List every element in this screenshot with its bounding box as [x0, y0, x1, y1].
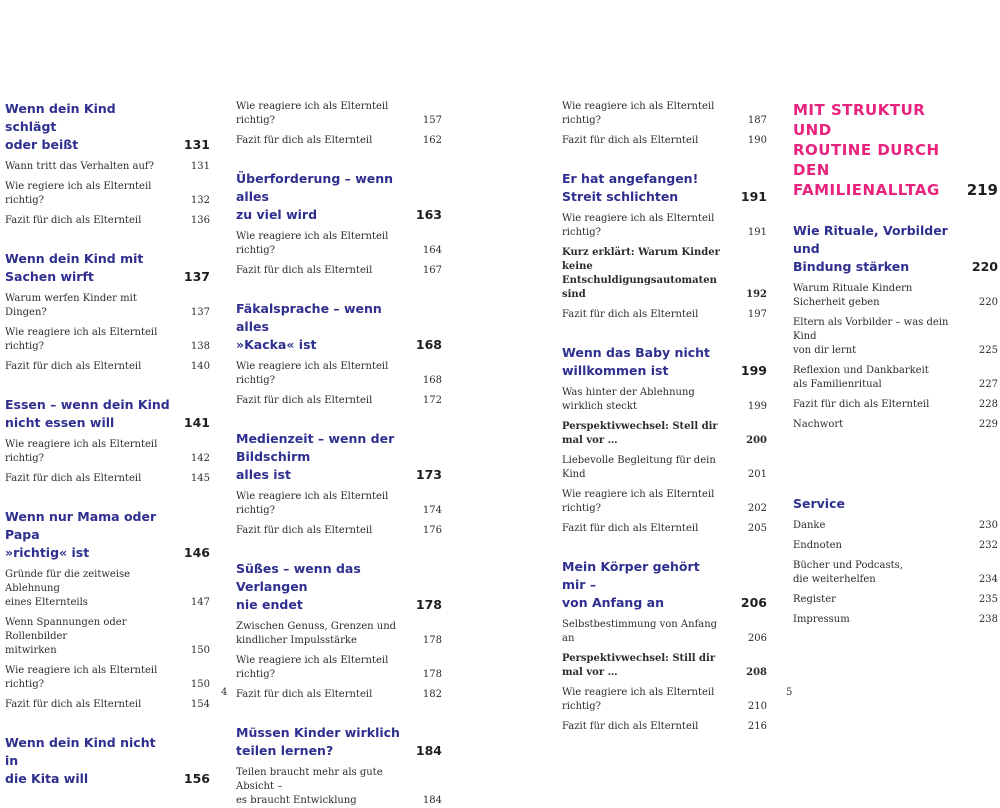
toc-entry[interactable]: [793, 316, 998, 358]
service-entries: [793, 519, 998, 627]
section-heading[interactable]: [562, 344, 767, 380]
toc-entry-page: 178: [422, 669, 442, 680]
toc-entry-title: Wie reagiere ich als Elternteil richtig?: [562, 489, 715, 514]
section-title: Süßes – wenn das Verlangen nie endet: [236, 561, 361, 612]
toc-entry-title: Kurz erklärt: Warum Kinder keine Entschuldigungsautomaten sind: [562, 247, 720, 300]
section-page-number: 206: [740, 595, 767, 610]
toc-entry[interactable]: [562, 420, 767, 448]
toc-entry[interactable]: [793, 613, 998, 627]
part-page-number: 219: [966, 181, 998, 199]
section-heading[interactable]: [793, 222, 998, 276]
toc-entry-page: 206: [747, 633, 767, 644]
section-heading[interactable]: [236, 724, 442, 760]
toc-entry-page: 225: [978, 345, 998, 356]
toc-entry[interactable]: [793, 398, 998, 412]
toc-entry-page: 208: [746, 667, 767, 678]
toc-entry-title: Warum werfen Kinder mit Dingen?: [5, 293, 137, 318]
toc-entry-page: 192: [746, 289, 767, 300]
section-heading[interactable]: [5, 250, 210, 286]
toc-entry-title: Endnoten: [793, 540, 842, 551]
toc-section: [236, 300, 442, 408]
section-page-number: 184: [415, 743, 442, 758]
toc-entry-title: Teilen braucht mehr als gute Absicht – es braucht Entwicklung: [236, 767, 383, 806]
toc-entry[interactable]: [236, 100, 442, 128]
toc-entry-page: 140: [190, 361, 210, 372]
toc-entry-title: Wie reagiere ich als Elternteil richtig?: [236, 491, 389, 516]
section-heading[interactable]: [236, 430, 442, 484]
toc-column-1: [5, 100, 210, 788]
section-page-number: 163: [415, 207, 442, 222]
toc-entry[interactable]: [793, 418, 998, 432]
toc-entry-page: 167: [422, 265, 442, 276]
toc-entry[interactable]: [236, 654, 442, 682]
page-number-left: 4: [221, 687, 228, 698]
toc-entry[interactable]: [5, 326, 210, 354]
toc-entry-page: 176: [422, 525, 442, 536]
service-heading[interactable]: [793, 495, 998, 513]
service-section: [793, 495, 998, 627]
toc-entry[interactable]: [236, 620, 442, 648]
toc-entry-page: 191: [747, 227, 767, 238]
toc-entry-title: Wie reagiere ich als Elternteil richtig?: [236, 655, 389, 680]
toc-entry[interactable]: [5, 292, 210, 320]
section-heading[interactable]: [5, 396, 210, 432]
toc-entry-page: 216: [747, 721, 767, 732]
toc-entry-page: 187: [747, 115, 767, 126]
toc-entry-title: Danke: [793, 520, 826, 531]
section-title: Essen – wenn dein Kind nicht essen will: [5, 397, 170, 430]
section-heading[interactable]: [236, 300, 442, 354]
toc-entry-title: Liebevolle Begleitung für dein Kind: [562, 455, 716, 480]
toc-entry-title: Register: [793, 594, 836, 605]
toc-entry[interactable]: [236, 766, 442, 808]
toc-section: [5, 396, 210, 486]
toc-entry[interactable]: [5, 616, 210, 658]
section-title: Wenn nur Mama oder Papa »richtig« ist: [5, 509, 157, 560]
part-heading[interactable]: [793, 100, 998, 200]
toc-entry-title: Wie reagiere ich als Elternteil richtig?: [562, 213, 715, 238]
toc-entry-page: 157: [422, 115, 442, 126]
toc-section: [236, 100, 442, 148]
toc-entry-page: 190: [747, 135, 767, 146]
toc-entry[interactable]: [562, 212, 767, 240]
toc-entry-title: Perspektivwechsel: Stell dir mal vor …: [562, 421, 718, 446]
section-page-number: 137: [183, 269, 210, 284]
toc-entry-page: 202: [747, 503, 767, 514]
section-title: Mein Körper gehört mir – von Anfang an: [562, 559, 700, 610]
toc-entry-title: Fazit für dich als Elternteil: [5, 361, 142, 372]
toc-entry-title: Fazit für dich als Elternteil: [562, 135, 699, 146]
toc-entry-title: Wie reagiere ich als Elternteil richtig?: [5, 665, 158, 690]
toc-entry-title: Fazit für dich als Elternteil: [5, 473, 142, 484]
toc-entry-page: 230: [978, 520, 998, 531]
toc-section: [793, 222, 998, 432]
section-title: Medienzeit – wenn der Bildschirm alles ist: [236, 431, 395, 482]
toc-entry[interactable]: [793, 364, 998, 392]
toc-entry-title: Wie reagiere ich als Elternteil richtig?: [562, 101, 715, 126]
toc-entry[interactable]: [793, 519, 998, 533]
toc-entry-page: 150: [190, 645, 210, 656]
toc-entry[interactable]: [5, 472, 210, 486]
toc-entry[interactable]: [562, 652, 767, 680]
toc-entry[interactable]: [5, 698, 210, 712]
toc-entry-title: Wie reagiere ich als Elternteil richtig?: [5, 439, 158, 464]
toc-entry[interactable]: [236, 230, 442, 258]
toc-entry-title: Impressum: [793, 614, 850, 625]
toc-entry-title: Fazit für dich als Elternteil: [562, 309, 699, 320]
section-heading[interactable]: [5, 508, 210, 562]
toc-entry[interactable]: [562, 618, 767, 646]
page-number-right: 5: [786, 687, 793, 698]
toc-section: [236, 560, 442, 702]
toc-entry-title: Zwischen Genuss, Grenzen und kindlicher Impulsstärke: [236, 621, 397, 646]
section-page-number: 168: [415, 337, 442, 352]
section-page-number: 146: [183, 545, 210, 560]
toc-entry[interactable]: [5, 664, 210, 692]
toc-entry-title: Wie reagiere ich als Elternteil richtig?: [562, 687, 715, 712]
toc-entry-page: 228: [978, 399, 998, 410]
toc-entry[interactable]: [5, 568, 210, 610]
toc-entry[interactable]: [5, 360, 210, 374]
section-heading[interactable]: [236, 560, 442, 614]
toc-entry[interactable]: [562, 720, 767, 734]
toc-entry-title: Selbstbestimmung von Anfang an: [562, 619, 718, 644]
section-heading[interactable]: [5, 734, 210, 788]
toc-entry-title: Wie reagiere ich als Elternteil richtig?: [236, 231, 389, 256]
section-heading[interactable]: [562, 170, 767, 206]
toc-entry-title: Reflexion und Dankbarkeit als Familienritual: [793, 365, 929, 390]
toc-entry-title: Wie reagiere ich als Elternteil richtig?: [5, 327, 158, 352]
toc-entry-title: Fazit für dich als Elternteil: [236, 265, 373, 276]
section-title: Müssen Kinder wirklich teilen lernen?: [236, 725, 400, 758]
section-page-number: 199: [740, 363, 767, 378]
section-title: Wenn dein Kind mit Sachen wirft: [5, 251, 144, 284]
toc-section: [236, 170, 442, 278]
toc-entry[interactable]: [793, 282, 998, 310]
toc-entry-page: 136: [190, 215, 210, 226]
toc-entry-title: Nachwort: [793, 419, 844, 430]
toc-section: [562, 170, 767, 322]
toc-entry-page: 201: [747, 469, 767, 480]
section-heading[interactable]: [5, 100, 210, 154]
toc-entry-title: Fazit für dich als Elternteil: [5, 699, 142, 710]
toc-section: [5, 508, 210, 712]
toc-entry-page: 235: [978, 594, 998, 605]
toc-entry[interactable]: [236, 264, 442, 278]
section-title: Fäkalsprache – wenn alles »Kacka« ist: [236, 301, 382, 352]
section-heading[interactable]: [236, 170, 442, 224]
section-page-number: 173: [415, 467, 442, 482]
toc-column-2: [236, 100, 442, 808]
toc-entry-title: Warum Rituale Kindern Sicherheit geben: [793, 283, 913, 308]
toc-entry[interactable]: [5, 180, 210, 208]
toc-column-4: [793, 100, 998, 432]
section-title: Wenn das Baby nicht willkommen ist: [562, 345, 711, 378]
section-page-number: 220: [971, 259, 998, 274]
section-page-number: 156: [183, 771, 210, 786]
toc-entry-page: 174: [422, 505, 442, 516]
toc-entry-page: 220: [978, 297, 998, 308]
toc-entry[interactable]: [236, 688, 442, 702]
toc-entry[interactable]: [236, 524, 442, 538]
toc-entry-title: Wie regiere ich als Elternteil richtig?: [5, 181, 152, 206]
toc-entry-page: 172: [422, 395, 442, 406]
toc-entry-page: 197: [747, 309, 767, 320]
section-page-number: 131: [183, 137, 210, 152]
toc-entry-title: Gründe für die zeitweise Ablehnung eines Elternteils: [5, 569, 131, 608]
toc-entry-page: 199: [747, 401, 767, 412]
toc-entry-page: 150: [190, 679, 210, 690]
section-title: Wenn dein Kind nicht in die Kita will: [5, 735, 156, 786]
toc-entry-page: 182: [422, 689, 442, 700]
toc-entry[interactable]: [562, 454, 767, 482]
toc-entry-page: 131: [190, 161, 210, 172]
toc-entry[interactable]: [562, 246, 767, 302]
toc-entry-title: Eltern als Vorbilder – was dein Kind von dir lernt: [793, 317, 949, 356]
toc-entry[interactable]: [236, 394, 442, 408]
toc-entry[interactable]: [5, 160, 210, 174]
toc-entry[interactable]: [5, 214, 210, 228]
toc-entry[interactable]: [5, 438, 210, 466]
toc-entry[interactable]: [236, 490, 442, 518]
part-title: MIT STRUKTUR UND ROUTINE DURCH DEN FAMILIENALLTAG: [793, 101, 940, 199]
toc-entry[interactable]: [236, 134, 442, 148]
toc-section: [562, 100, 767, 148]
toc-entry-title: Wie reagiere ich als Elternteil richtig?: [236, 101, 389, 126]
section-page-number: 178: [415, 597, 442, 612]
toc-entry[interactable]: [562, 100, 767, 128]
toc-entry[interactable]: [793, 559, 998, 587]
toc-section: [562, 558, 767, 734]
toc-entry-title: Wann tritt das Verhalten auf?: [5, 161, 154, 172]
section-page-number: 191: [740, 189, 767, 204]
toc-section: [5, 734, 210, 788]
toc-entry-page: 132: [190, 195, 210, 206]
toc-entry[interactable]: [562, 522, 767, 536]
toc-entry-page: 232: [978, 540, 998, 551]
toc-entry-page: 164: [422, 245, 442, 256]
toc-section: [236, 724, 442, 808]
toc-entry-page: 168: [422, 375, 442, 386]
toc-entry-title: Fazit für dich als Elternteil: [793, 399, 930, 410]
toc-entry[interactable]: [562, 386, 767, 414]
section-title: Wie Rituale, Vorbilder und Bindung stärken: [793, 223, 948, 274]
toc-entry-page: 238: [978, 614, 998, 625]
toc-entry-title: Fazit für dich als Elternteil: [562, 523, 699, 534]
toc-entry[interactable]: [793, 593, 998, 607]
toc-entry-page: 205: [747, 523, 767, 534]
toc-entry-page: 184: [422, 795, 442, 806]
toc-section: [5, 250, 210, 374]
toc-entry-page: 162: [422, 135, 442, 146]
toc-entry-page: 200: [746, 435, 767, 446]
toc-entry-page: 234: [978, 574, 998, 585]
section-title: Wenn dein Kind schlägt oder beißt: [5, 101, 116, 152]
toc-entry[interactable]: [562, 308, 767, 322]
toc-entry[interactable]: [562, 134, 767, 148]
toc-entry-page: 138: [190, 341, 210, 352]
toc-entry-page: 210: [747, 701, 767, 712]
toc-entry-title: Fazit für dich als Elternteil: [236, 135, 373, 146]
toc-entry-page: 227: [978, 379, 998, 390]
toc-entry-title: Wie reagiere ich als Elternteil richtig?: [236, 361, 389, 386]
toc-entry-page: 229: [978, 419, 998, 430]
section-title: Überforderung – wenn alles zu viel wird: [236, 171, 394, 222]
toc-entry[interactable]: [562, 488, 767, 516]
toc-section: [5, 100, 210, 228]
toc-section: [562, 344, 767, 536]
toc-entry-title: Wenn Spannungen oder Rollenbilder mitwirken: [5, 617, 127, 656]
toc-entry-title: Fazit für dich als Elternteil: [236, 395, 373, 406]
toc-column-3: [562, 100, 767, 734]
toc-entry[interactable]: [236, 360, 442, 388]
toc-column-4-sections: [793, 222, 998, 432]
toc-section: [236, 430, 442, 538]
toc-entry-title: Fazit für dich als Elternteil: [236, 689, 373, 700]
toc-entry-title: Fazit für dich als Elternteil: [5, 215, 142, 226]
section-title: Er hat angefangen! Streit schlichten: [562, 171, 699, 204]
toc-entry-title: Fazit für dich als Elternteil: [562, 721, 699, 732]
toc-entry-title: Fazit für dich als Elternteil: [236, 525, 373, 536]
section-heading[interactable]: [562, 558, 767, 612]
toc-entry-title: Was hinter der Ablehnung wirklich steckt: [562, 387, 695, 412]
toc-entry-page: 147: [190, 597, 210, 608]
toc-entry-page: 145: [190, 473, 210, 484]
toc-entry-page: 137: [190, 307, 210, 318]
section-page-number: 141: [183, 415, 210, 430]
toc-entry-page: 142: [190, 453, 210, 464]
toc-entry-page: 154: [190, 699, 210, 710]
toc-entry[interactable]: [562, 686, 767, 714]
toc-entry-title: Bücher und Podcasts, die weiterhelfen: [793, 560, 903, 585]
toc-entry-page: 178: [422, 635, 442, 646]
toc-entry-title: Perspektivwechsel: Still dir mal vor …: [562, 653, 716, 678]
toc-entry[interactable]: [793, 539, 998, 553]
service-title: Service: [793, 496, 845, 511]
